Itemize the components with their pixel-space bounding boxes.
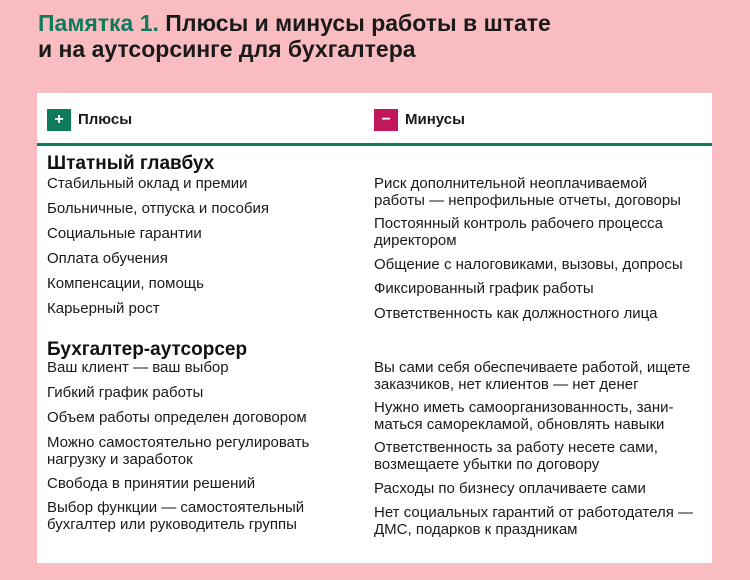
- header-divider: [37, 143, 712, 146]
- pro-item: Выбор функции — самостоятельный бухгалтер или руководитель группы: [47, 499, 305, 533]
- memo-card: [37, 93, 712, 563]
- pros-column-header: Плюсы: [78, 111, 133, 128]
- pro-item: Свобода в принятии решений: [47, 475, 256, 492]
- pro-item: Объем работы определен договором: [47, 409, 307, 426]
- title-line-2: и на аутсорсинге для бухгалтера: [38, 36, 416, 62]
- plus-icon: +: [47, 109, 71, 131]
- con-item: Вы сами себя обеспечиваете работой, ищете заказчиков, нет клиентов — нет денег: [374, 359, 691, 393]
- pro-item: Можно самостоятельно регулировать нагрузку и заработок: [47, 434, 310, 468]
- minus-icon: −: [374, 109, 398, 131]
- pro-item: Гибкий график работы: [47, 384, 204, 401]
- pro-item: Стабильный оклад и премии: [47, 175, 248, 192]
- con-item: Фиксированный график работы: [374, 280, 594, 297]
- con-item: Нужно иметь самоорганизованность, зани- маться саморекламой, обновлять навыки: [374, 399, 674, 433]
- con-item: Нет социальных гарантий от работодателя — ДМС, подарков к праздникам: [374, 504, 693, 538]
- pro-item: Компенсации, помощь: [47, 275, 204, 292]
- cons-column-header: Минусы: [405, 111, 465, 128]
- column-header-row: [37, 93, 712, 145]
- pro-item: Карьерный рост: [47, 300, 160, 317]
- con-item: Ответственность как должностного лица: [374, 305, 658, 322]
- con-item: Ответственность за работу несете сами, возмещаете убытки по договору: [374, 439, 658, 473]
- title-accent: Памятка 1.: [38, 10, 159, 36]
- con-item: Общение с налоговиками, вызовы, допросы: [374, 256, 683, 273]
- title-line-1: Плюсы и минусы работы в штате: [165, 10, 551, 36]
- pro-item: Социальные гарантии: [47, 225, 202, 242]
- con-item: Риск дополнительной неоплачиваемой работы — непрофильные отчеты, договоры: [374, 175, 681, 209]
- section-title-staff: Штатный главбух: [47, 153, 215, 174]
- pro-item: Больничные, отпуска и пособия: [47, 200, 269, 217]
- section-title-outsourcer: Бухгалтер-аутсорсер: [47, 339, 248, 360]
- pro-item: Ваш клиент — ваш выбор: [47, 359, 229, 376]
- pro-item: Оплата обучения: [47, 250, 168, 267]
- page-title: [38, 10, 551, 62]
- con-item: Расходы по бизнесу оплачиваете сами: [374, 480, 646, 497]
- con-item: Постоянный контроль рабочего процесса директором: [374, 215, 664, 249]
